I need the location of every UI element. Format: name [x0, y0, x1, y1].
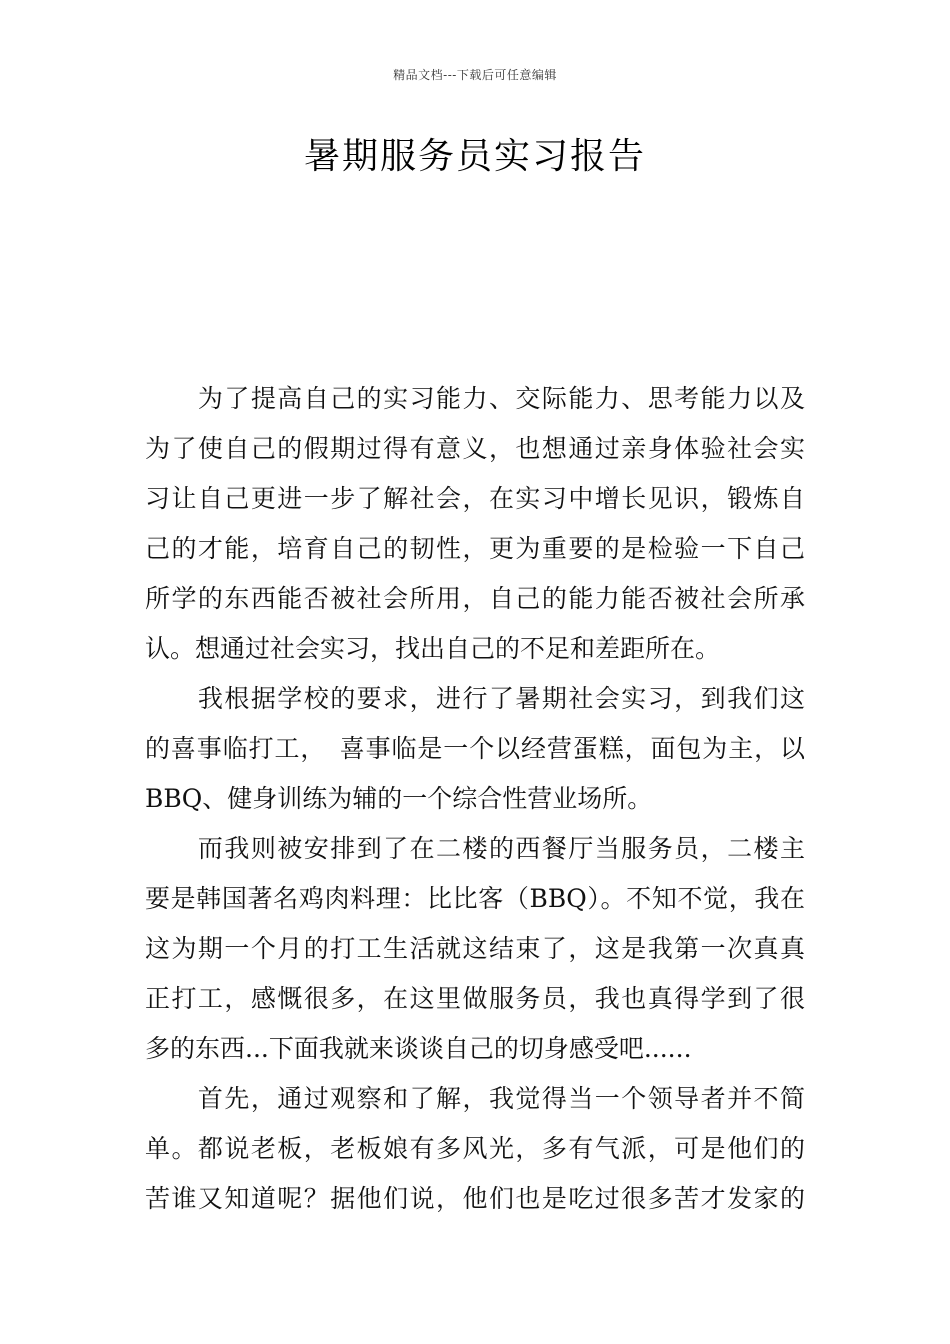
text-line: 为了使自己的假期过得有意义，也想通过亲身体验社会实	[145, 434, 805, 463]
text-line: 苦谁又知道呢？据他们说，他们也是吃过很多苦才发家的	[145, 1184, 805, 1213]
text-line: 我根据学校的要求，进行了暑期社会实习，到我们这	[145, 684, 805, 713]
header-note: 精品文档---下载后可任意编辑	[393, 68, 557, 82]
text-line: 要是韩国著名鸡肉料理：比比客（BBQ）。不知不觉，我在	[145, 884, 805, 913]
text-line: 多的东西...下面我就来谈谈自己的切身感受吧......	[145, 1034, 692, 1063]
text-line: 认。想通过社会实习，找出自己的不足和差距所在。	[145, 634, 721, 663]
page-title: 暑期服务员实习报告	[303, 136, 646, 177]
text-line: 而我则被安排到了在二楼的西餐厅当服务员，二楼主	[145, 834, 805, 863]
text-line: 为了提高自己的实习能力、交际能力、思考能力以及	[145, 384, 805, 413]
text-line: 所学的东西能否被社会所用，自己的能力能否被社会所承	[145, 584, 805, 613]
text-line: 首先，通过观察和了解，我觉得当一个领导者并不简	[145, 1084, 805, 1113]
text-line: 的喜事临打工， 喜事临是一个以经营蛋糕，面包为主，以	[145, 734, 805, 763]
text-line: 这为期一个月的打工生活就这结束了，这是我第一次真真	[145, 934, 805, 963]
body-text	[145, 374, 805, 1224]
text-line: BBQ、健身训练为辅的一个综合性营业场所。	[145, 784, 653, 813]
text-line: 习让自己更进一步了解社会，在实习中增长见识，锻炼自	[145, 484, 805, 513]
text-line: 正打工，感慨很多，在这里做服务员，我也真得学到了很	[145, 984, 805, 1013]
text-line: 单。都说老板，老板娘有多风光，多有气派，可是他们的	[145, 1134, 805, 1163]
text-line: 己的才能，培育自己的韧性，更为重要的是检验一下自己	[145, 534, 805, 563]
